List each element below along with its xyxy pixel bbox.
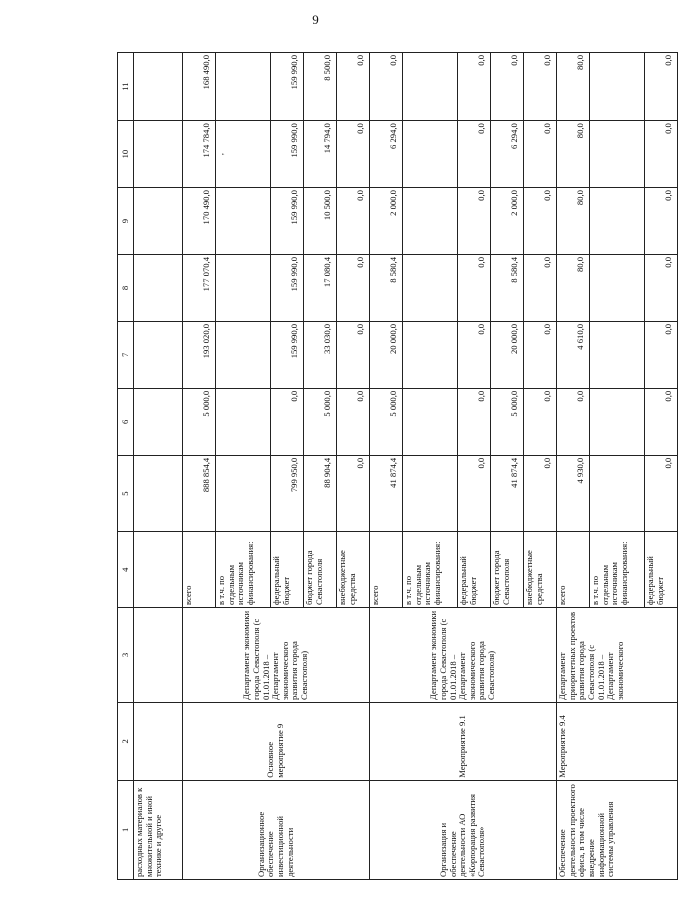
header-cell: 10 [118, 121, 134, 188]
value-cell: 0,0 [645, 455, 678, 532]
value-cell: 0,0 [491, 53, 524, 121]
value-cell: 17 080,4 [304, 255, 337, 322]
value-cell: 168 490,0 [183, 53, 216, 121]
funding-source: внебюджетные средства [337, 532, 370, 608]
header-cell: 3 [118, 607, 134, 702]
value-cell: 0,0 [458, 255, 491, 322]
funding-source: в т.ч. по отдельным источникам финансирования: [403, 532, 458, 608]
value-cell: 0,0 [645, 53, 678, 121]
value-cell: 8 580,4 [491, 255, 524, 322]
value-cell: 0,0 [458, 188, 491, 255]
funding-source: бюджет города Севастополя [304, 532, 337, 608]
value-cell: 8 580,4 [370, 255, 403, 322]
value-cell: 0,0 [370, 53, 403, 121]
funding-source: федеральный бюджет [271, 532, 304, 608]
stray-mark: , [216, 153, 225, 156]
page-number: 9 [312, 12, 319, 27]
value-cell: 0,0 [524, 455, 557, 532]
value-cell: 0,0 [337, 388, 370, 455]
rotated-page-area [117, 52, 674, 880]
funding-source: в т.ч. по отдельным источникам финансирования: [216, 532, 271, 608]
funding-source: всего [557, 532, 590, 608]
funding-source: всего [183, 532, 216, 608]
table-row [370, 53, 403, 880]
value-cell: 0,0 [645, 388, 678, 455]
value-cell: 159 990,0 [271, 255, 304, 322]
measure-number: Мероприятие 9.1 [370, 702, 557, 780]
value-cell: 5 000,0 [491, 388, 524, 455]
measure-name: Организация и обеспечение деятельности АО «Корпорация развития Севастополя» [370, 780, 557, 879]
value-cell: 0,0 [645, 321, 678, 388]
value-cell: 5 000,0 [370, 388, 403, 455]
value-cell: 159 990,0 [271, 53, 304, 121]
measure-number: Основное мероприятие 9 [183, 702, 370, 780]
value-cell: 0,0 [458, 388, 491, 455]
measure-name: Организационное обеспечение инвестиционной деятельности [183, 780, 370, 879]
value-cell: 0,0 [337, 455, 370, 532]
value-cell: 193 020,0 [183, 321, 216, 388]
value-cell: 10 500,0 [304, 188, 337, 255]
value-cell: 0,0 [524, 255, 557, 322]
header-cell: 2 [118, 702, 134, 780]
value-cell: 5 000,0 [183, 388, 216, 455]
value-cell: 0,0 [524, 388, 557, 455]
header-cell: 9 [118, 188, 134, 255]
header-cell: 6 [118, 388, 134, 455]
value-cell: 4 930,0 [557, 455, 590, 532]
value-cell: 0,0 [271, 388, 304, 455]
value-cell: 0,0 [524, 188, 557, 255]
value-cell: 20 000,0 [491, 321, 524, 388]
value-cell: 159 990,0 [271, 321, 304, 388]
value-cell: 41 874,4 [491, 455, 524, 532]
financing-table [117, 52, 678, 880]
measure-name: Обеспечение деятельности проектного офиса, в том числе внедрение информационной системы управления [557, 780, 678, 879]
value-cell: 41 874,4 [370, 455, 403, 532]
value-cell: 159 990,0 [271, 121, 304, 188]
value-cell: 0,0 [645, 255, 678, 322]
value-cell: 6 294,0 [491, 121, 524, 188]
value-cell: 0,0 [337, 188, 370, 255]
value-cell: 80,0 [557, 188, 590, 255]
value-cell: 33 030,0 [304, 321, 337, 388]
value-cell: 888 854,4 [183, 455, 216, 532]
rotated-table-wrapper [117, 52, 674, 880]
value-cell: 80,0 [557, 121, 590, 188]
value-cell: 177 070,4 [183, 255, 216, 322]
value-cell: 0,0 [524, 53, 557, 121]
value-cell: 0,0 [645, 188, 678, 255]
header-row [118, 53, 134, 880]
value-cell: 0,0 [458, 455, 491, 532]
value-cell: 0,0 [645, 121, 678, 188]
value-cell: 80,0 [557, 53, 590, 121]
value-cell: 20 000,0 [370, 321, 403, 388]
value-cell: 799 950,0 [271, 455, 304, 532]
value-cell: 0,0 [524, 321, 557, 388]
header-cell: 5 [118, 455, 134, 532]
header-cell: 7 [118, 321, 134, 388]
continuation-text: расходных материалов к множительной и иной технике и другое [134, 780, 183, 879]
funding-source: федеральный бюджет [458, 532, 491, 608]
value-cell: 0,0 [524, 121, 557, 188]
measure-number: Мероприятие 9.4 [557, 702, 678, 780]
value-cell: 0,0 [458, 53, 491, 121]
value-cell: 174 784,0 [183, 121, 216, 188]
value-cell: 0,0 [337, 121, 370, 188]
header-cell: 4 [118, 532, 134, 608]
executor: Департамент экономики города Севастополя (с 01.01.2018 – Департамент экономического развития города Севастополя) [183, 607, 370, 702]
table-row [557, 53, 590, 880]
value-cell: 6 294,0 [370, 121, 403, 188]
header-cell: 1 [118, 780, 134, 879]
funding-source: федеральный бюджет [645, 532, 678, 608]
value-cell: 0,0 [337, 53, 370, 121]
value-cell: 2 000,0 [491, 188, 524, 255]
executor: Департамент экономики города Севастополя (с 01.01.2018 – Департамент экономического развития города Севастополя) [370, 607, 557, 702]
value-cell: 4 610,0 [557, 321, 590, 388]
value-cell: 0,0 [458, 121, 491, 188]
value-cell: 2 000,0 [370, 188, 403, 255]
table-row [183, 53, 216, 880]
funding-source: внебюджетные средства [524, 532, 557, 608]
value-cell: 0,0 [337, 255, 370, 322]
value-cell: 8 500,0 [304, 53, 337, 121]
continuation-row [134, 53, 183, 880]
value-cell: 14 794,0 [304, 121, 337, 188]
value-cell: 0,0 [458, 321, 491, 388]
funding-source: бюджет города Севастополя [491, 532, 524, 608]
funding-source: всего [370, 532, 403, 608]
value-cell: 5 000,0 [304, 388, 337, 455]
value-cell: 80,0 [557, 255, 590, 322]
header-cell: 11 [118, 53, 134, 121]
value-cell: 170 490,0 [183, 188, 216, 255]
value-cell: 0,0 [337, 321, 370, 388]
value-cell: 0,0 [557, 388, 590, 455]
funding-source: в т.ч. по отдельным источникам финансирования: [590, 532, 645, 608]
value-cell: 88 904,4 [304, 455, 337, 532]
executor: Департамент приоритетных проектов развития города Севастополя (с 01.01.2018 – Департамент экономического [557, 607, 678, 702]
value-cell: 159 990,0 [271, 188, 304, 255]
header-cell: 8 [118, 255, 134, 322]
